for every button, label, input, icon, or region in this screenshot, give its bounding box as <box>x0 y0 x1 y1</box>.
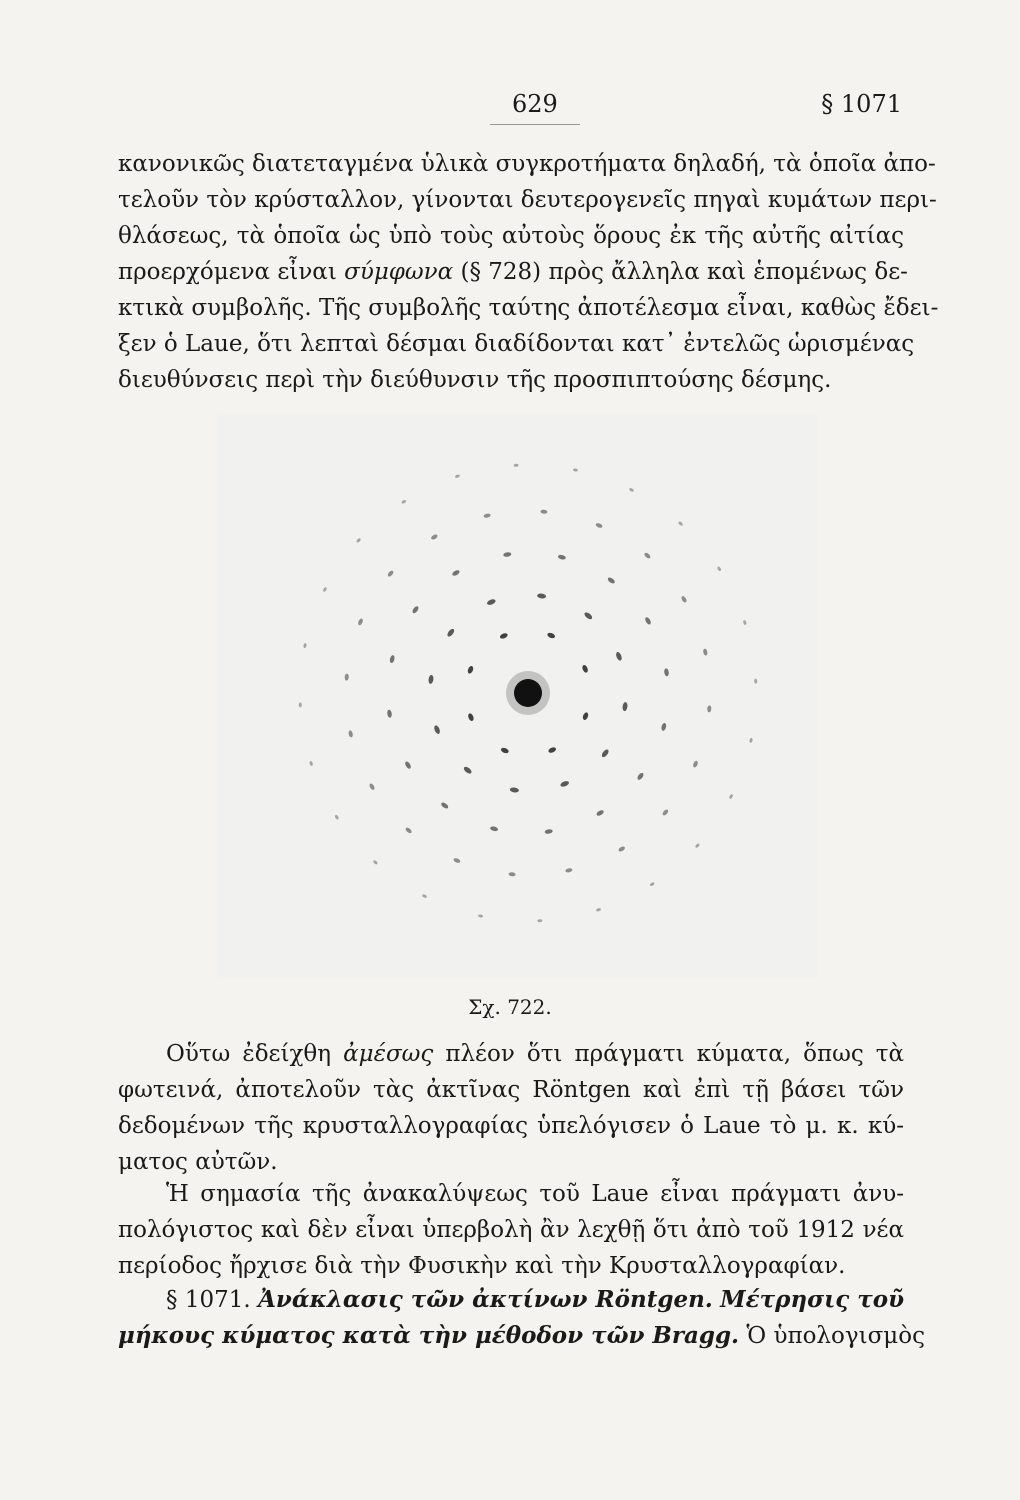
diffraction-spot <box>743 620 747 626</box>
diffraction-spot <box>499 632 508 640</box>
diffraction-spot <box>503 552 512 558</box>
diffraction-spot <box>322 587 327 593</box>
diffraction-spot <box>510 787 520 793</box>
diffraction-spot <box>717 566 722 572</box>
section-title: Μέτρησις τοῦ <box>720 1286 905 1313</box>
text-run: Οὕτω ἐδείχθη <box>166 1041 332 1067</box>
paragraph-significance <box>118 1176 904 1284</box>
diffraction-spot <box>430 533 438 540</box>
diffraction-spot <box>548 746 557 754</box>
text-line: ματος αὐτῶν. <box>118 1149 278 1175</box>
laue-pattern-image <box>218 415 818 977</box>
diffraction-spot <box>644 616 652 625</box>
text-line: τελοῦν τὸν κρύσταλλον, γίνονται δευτερογενεῖς πηγαὶ κυμάτων περι- <box>118 187 937 213</box>
page-number: 629 <box>512 90 558 118</box>
diffraction-spot <box>596 809 605 817</box>
text-line <box>118 1036 904 1072</box>
diffraction-spot <box>565 868 573 873</box>
section-reference: § 1071 <box>821 90 902 118</box>
diffraction-spot <box>387 709 393 718</box>
diffraction-spot <box>387 570 395 578</box>
diffraction-spot <box>678 521 684 527</box>
text-line: πολόγιστος καὶ δὲν εἶναι ὑπερβολὴ ἂν λεχθῇ ὅτι ἀπὸ τοῦ 1912 νέα <box>118 1217 904 1243</box>
diffraction-spot <box>405 827 413 835</box>
diffraction-spot <box>661 722 667 731</box>
emphasis: σύμφωνα <box>344 259 454 285</box>
text-line: Ἡ σημασία τῆς ἀνακαλύψεως τοῦ Laue εἶναι πράγματι ἀνυ- <box>166 1181 904 1207</box>
diffraction-spot <box>389 655 395 664</box>
diffraction-spot <box>537 919 542 922</box>
diffraction-spot <box>729 794 734 800</box>
text-line: κανονικῶς διατεταγμένα ὑλικὰ συγκροτήματα δηλαδή, τὰ ὁποῖα ἀπο- <box>118 151 936 177</box>
diffraction-spot <box>547 632 556 639</box>
page-number-underline <box>490 124 580 125</box>
diffraction-spot <box>455 474 461 478</box>
diffraction-spot <box>303 643 307 649</box>
laue-diffraction-figure <box>218 415 818 977</box>
section-title: μήκους κύματος κατὰ τὴν μέθοδον τῶν Bragg. <box>118 1322 740 1349</box>
diffraction-spot <box>404 761 412 770</box>
diffraction-spot <box>583 611 593 620</box>
diffraction-spot <box>540 509 547 514</box>
diffraction-spot <box>595 522 603 528</box>
diffraction-spot <box>601 748 610 758</box>
central-beam-spot <box>514 679 542 707</box>
diffraction-spot <box>618 845 626 852</box>
paragraph-laue-explanation <box>118 146 939 398</box>
page-header <box>0 90 1020 130</box>
diffraction-spot <box>629 487 635 492</box>
diffraction-spot <box>440 801 449 809</box>
text-line: ξεν ὁ Laue, ὅτι λεπταὶ δέσμαι διαδίδονται κατ᾽ ἐντελῶς ὡρισμένας <box>118 331 915 357</box>
diffraction-spot <box>615 651 623 661</box>
text-line <box>118 254 908 290</box>
text-line: διευθύνσεις περὶ τὴν διεύθυνσιν τῆς προσπιπτούσης δέσμης. <box>118 367 832 393</box>
diffraction-spot <box>356 538 362 544</box>
diffraction-spot <box>467 713 475 722</box>
section-number: § 1071. <box>166 1287 251 1313</box>
diffraction-spot <box>486 598 496 606</box>
text-line: δεδομένων τῆς κρυσταλλογραφίας ὑπελόγισεν ὁ Laue τὸ μ. κ. κύ- <box>118 1113 904 1139</box>
diffraction-spot <box>299 702 302 707</box>
section-title: Ἀνάκλασις τῶν ἀκτίνων Röntgen. <box>258 1286 713 1313</box>
diffraction-spot <box>309 761 313 767</box>
text-line: κτικὰ συμβολῆς. Τῆς συμβολῆς ταύτης ἀποτέλεσμα εἶναι, καθὼς ἔδει- <box>118 295 939 321</box>
text-run: Ὁ ὑπολογισμὸς <box>746 1323 925 1349</box>
diffraction-spot <box>514 464 519 467</box>
diffraction-spot <box>368 783 375 791</box>
diffraction-spot <box>508 872 515 877</box>
diffraction-spot <box>749 738 753 744</box>
text-line: φωτεινά, ἀποτελοῦν τὰς ἀκτῖνας Röntgen καὶ ἐπὶ τῇ βάσει τῶν <box>118 1077 904 1103</box>
diffraction-spot <box>573 468 579 472</box>
diffraction-spot <box>422 894 428 899</box>
diffraction-spot <box>643 552 651 560</box>
diffraction-spot <box>703 648 708 656</box>
diffraction-spot <box>622 702 628 712</box>
diffraction-spot <box>692 760 698 768</box>
diffraction-spot <box>401 499 407 504</box>
diffraction-spot <box>334 814 339 820</box>
diffraction-spot <box>596 908 602 912</box>
diffraction-spot <box>557 554 566 560</box>
diffraction-spot <box>581 664 589 673</box>
text-run: πλέον ὅτι πράγματι κύματα, ὅπως τὰ <box>445 1041 905 1067</box>
diffraction-spot <box>433 725 441 735</box>
section-1071-heading <box>118 1282 925 1354</box>
diffraction-spot <box>662 808 670 816</box>
diffraction-spot <box>478 914 484 918</box>
diffraction-spot <box>537 593 547 599</box>
diffraction-spot <box>357 618 363 626</box>
diffraction-spot <box>680 595 687 603</box>
diffraction-spot <box>348 730 353 738</box>
paragraph-waves-proof <box>118 1036 904 1180</box>
diffraction-spot <box>607 576 616 584</box>
diffraction-spot <box>754 679 757 684</box>
text-line <box>118 1318 925 1354</box>
diffraction-spot <box>451 569 460 577</box>
text-line: περίοδος ἤρχισε διὰ τὴν Φυσικὴν καὶ τὴν Κρυσταλλογραφίαν. <box>118 1253 846 1279</box>
emphasis: ἀμέσως <box>343 1041 434 1067</box>
text-run: (§ 728) πρὸς ἄλληλα καὶ ἑπομένως δε- <box>460 259 908 285</box>
diffraction-spot <box>344 673 349 680</box>
diffraction-spot <box>446 628 455 638</box>
diffraction-spot <box>707 705 712 712</box>
diffraction-spot <box>582 712 589 721</box>
diffraction-spot <box>411 605 419 614</box>
diffraction-spot <box>544 829 553 835</box>
diffraction-spot <box>664 668 670 677</box>
diffraction-spot <box>560 780 570 788</box>
text-line <box>118 1282 904 1318</box>
diffraction-spot <box>428 675 434 685</box>
diffraction-spot <box>500 747 509 754</box>
diffraction-spot <box>490 826 499 832</box>
diffraction-spot <box>649 882 655 887</box>
text-line: θλάσεως, τὰ ὁποῖα ὡς ὑπὸ τοὺς αὐτοὺς ὅρους ἐκ τῆς αὐτῆς αἰτίας <box>118 223 904 249</box>
diffraction-spot <box>463 766 473 775</box>
figure-caption: Σχ. 722. <box>468 995 552 1019</box>
diffraction-spot <box>373 860 379 866</box>
text-run: προερχόμενα εἶναι <box>118 259 337 285</box>
diffraction-spot <box>483 513 491 518</box>
diffraction-spot <box>695 843 701 849</box>
diffraction-spot <box>453 857 461 863</box>
diffraction-spot <box>636 772 644 781</box>
diffraction-spot <box>467 665 474 674</box>
